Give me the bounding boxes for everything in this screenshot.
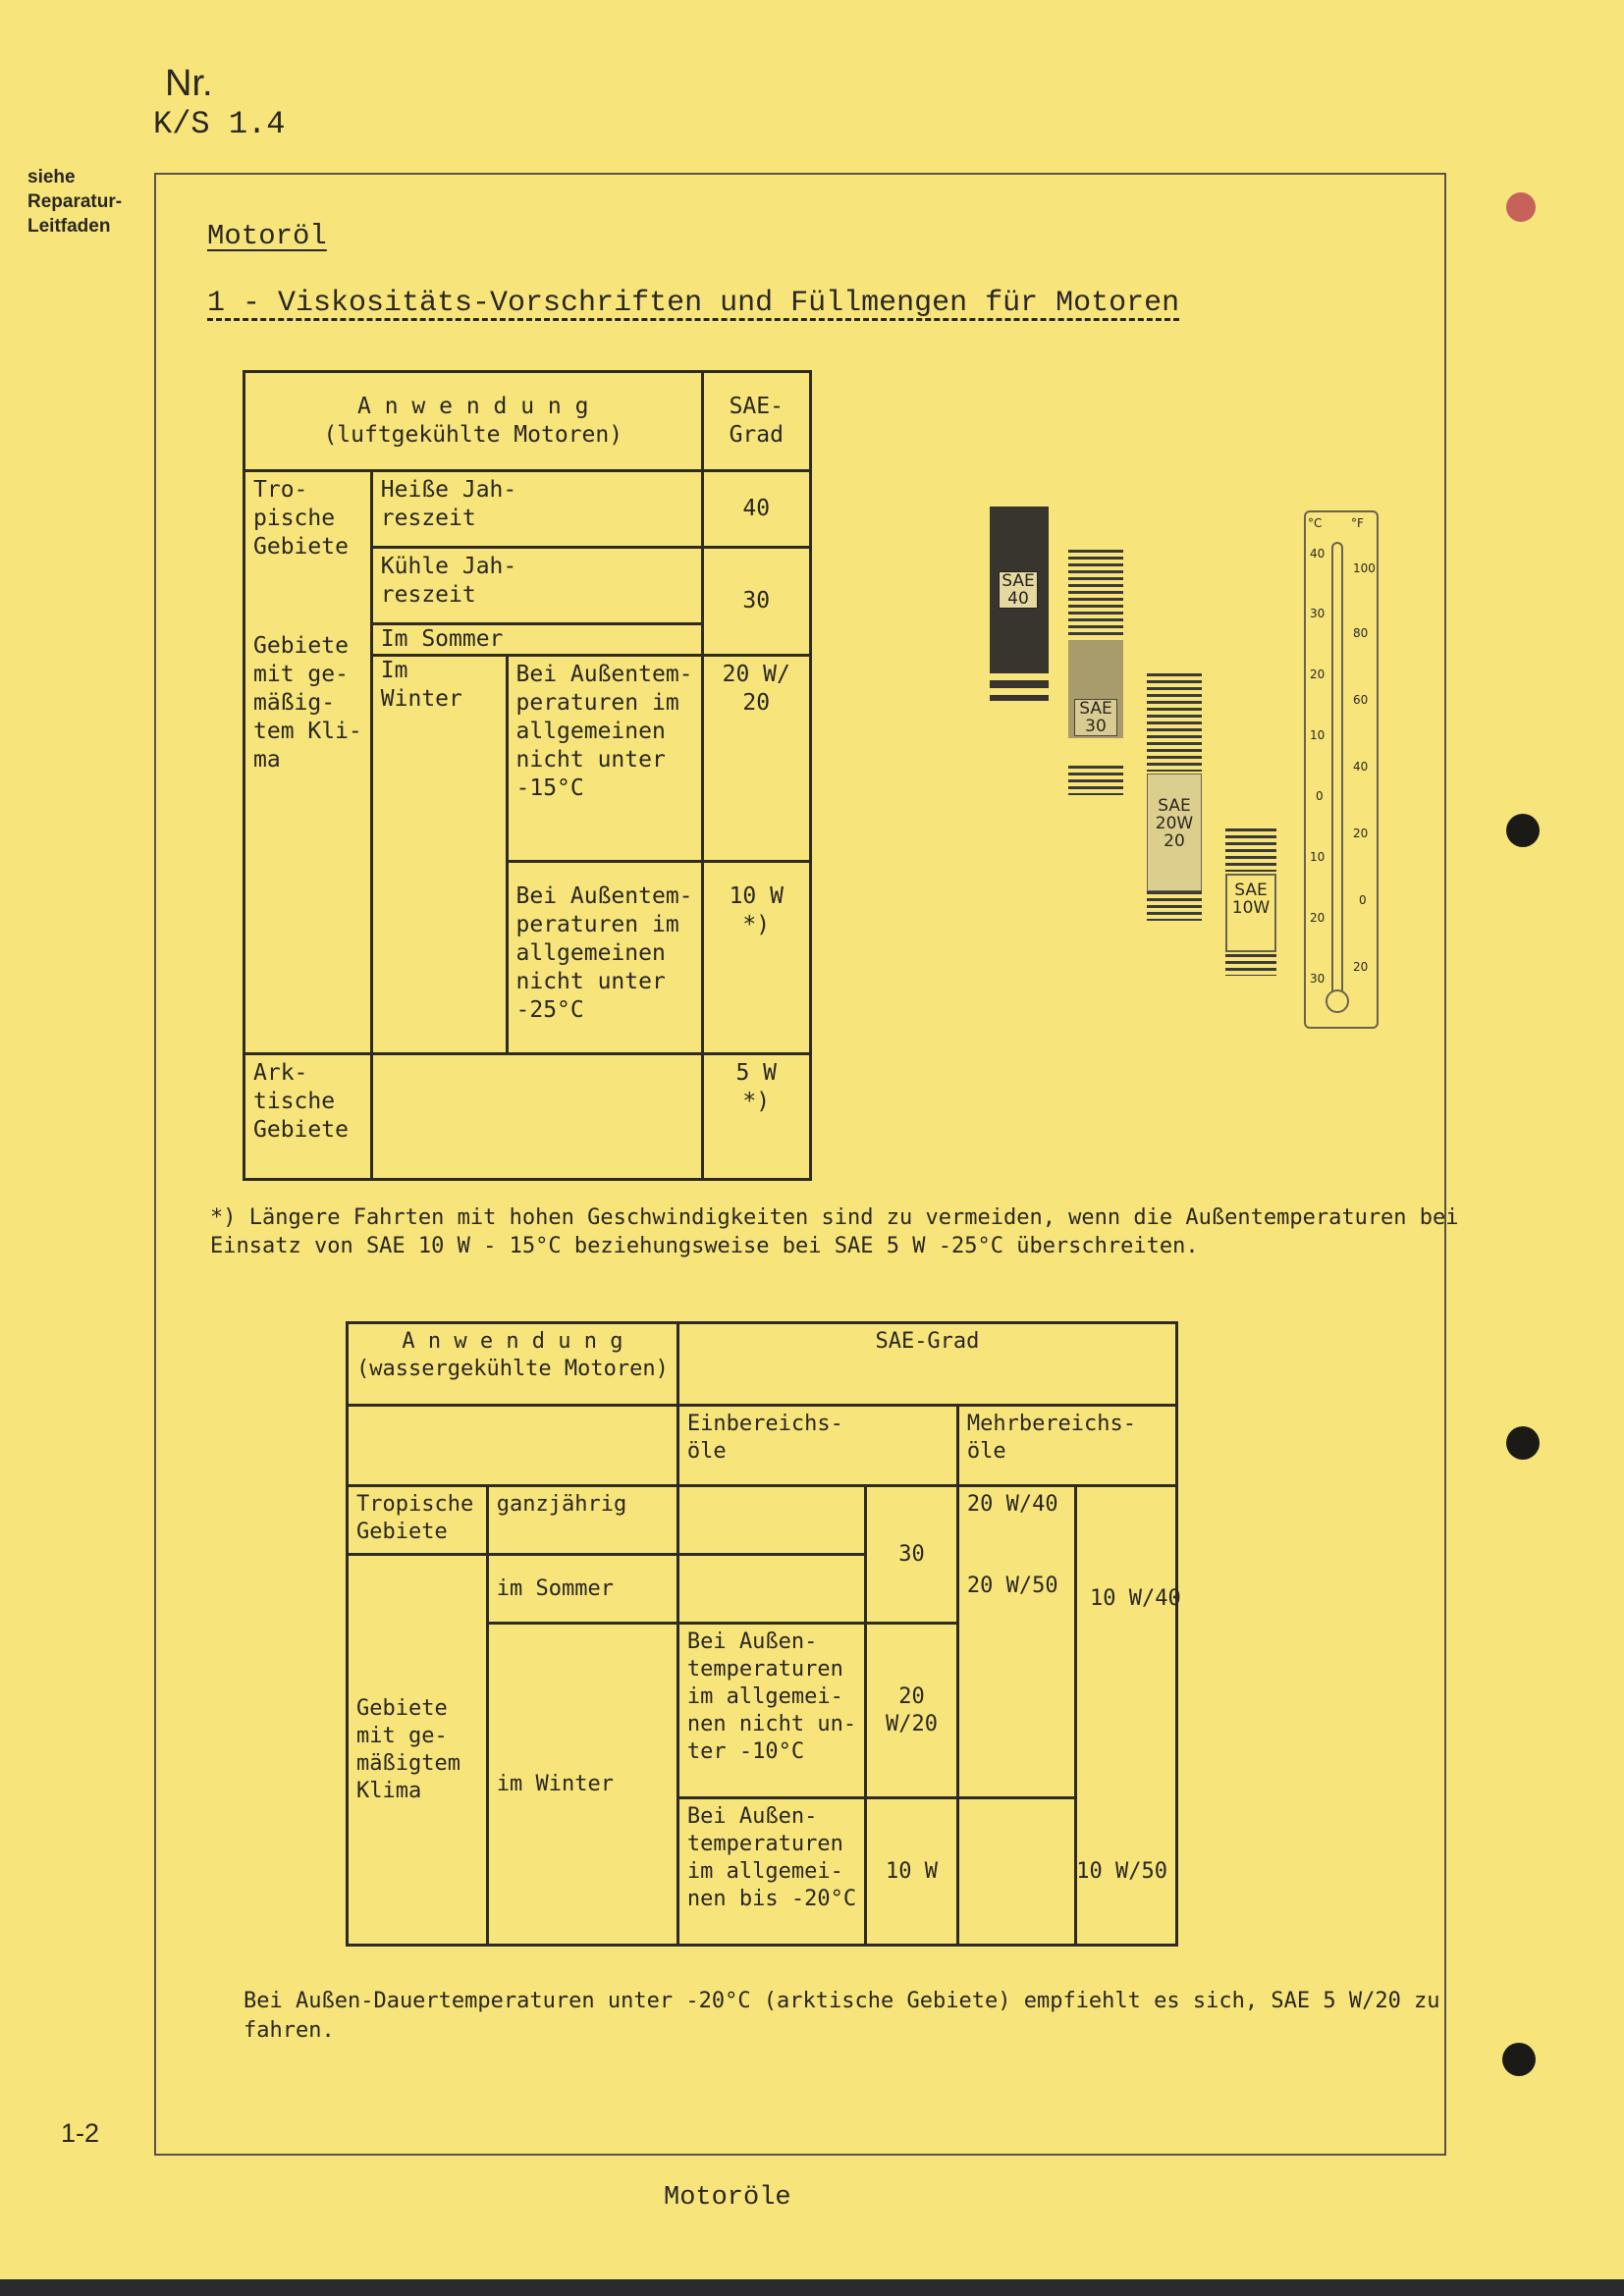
document-number: K/S 1.4	[153, 106, 286, 142]
sae10w-label: SAE 10W	[1231, 881, 1271, 918]
table1-arctic-empty	[371, 1054, 702, 1180]
thermo-c-tick: 0	[1316, 789, 1324, 803]
table1-val-20w20: 20 W/ 20	[702, 656, 810, 862]
table2-val-30: 30	[866, 1486, 958, 1624]
table2-year-round: ganzjährig	[487, 1486, 677, 1555]
table2-val-20w20: 20 W/20	[866, 1624, 958, 1798]
table1-hot-value: 40	[702, 471, 810, 548]
table1-arctic-label: Ark- tische Gebiete	[244, 1054, 372, 1180]
table1-cond-25: Bei Außentem- peraturen im allgemeinen nicht unter -25°C	[507, 862, 702, 1054]
sae20w20-top-stripes	[1147, 673, 1202, 772]
punch-hole-icon	[1506, 1426, 1540, 1460]
sae40-bar-stripe	[990, 680, 1049, 688]
table1-winter: Im Winter	[371, 656, 507, 1054]
table1-tropical-label: Tro- pische Gebiete	[244, 471, 372, 624]
thermo-c-label: °C	[1308, 516, 1323, 530]
section-heading: 1 - Viskositäts-Vorschriften und Füllmengen für Motoren	[207, 287, 1180, 320]
table1-temperate-label: Gebiete mit ge- mäßig- tem Kli- ma	[244, 624, 372, 1054]
sae30-label: SAE 30	[1074, 699, 1117, 736]
footer-title: Motoröle	[664, 2183, 791, 2213]
table2-single-grade: Einbereichs- öle	[677, 1406, 957, 1486]
thermo-f-tick: 80	[1353, 626, 1369, 640]
table2-val-20w40: 20 W/40	[957, 1486, 1075, 1555]
table2-empty-a	[677, 1486, 865, 1555]
table2-multi-grade: Mehrbereichs- öle	[957, 1406, 1176, 1486]
table2-empty-c	[677, 1555, 865, 1624]
thermo-c-tick: 20	[1310, 911, 1326, 925]
table1-cool-value: 30	[702, 548, 810, 656]
table2-cond-20: Bei Außen- temperaturen im allgemei- nen bis -20°C	[677, 1798, 865, 1946]
footnote: *) Längere Fahrten mit hohen Geschwindigkeiten sind zu vermeiden, wenn die Außentemperaturen bei Einsatz von SAE 10 W - 15°C beziehungsweise bei SAE 5 W -25°C überschreiten.	[210, 1205, 1459, 1258]
thermo-c-tick: 30	[1310, 972, 1326, 986]
table1-cool-season: Kühle Jah- reszeit	[371, 548, 702, 624]
thermo-c-tick: 10	[1310, 728, 1326, 742]
sidebar-note: siehe Reparatur- Leitfaden	[27, 167, 123, 237]
thermo-c-tick: 20	[1310, 667, 1326, 681]
table2-val-10w50: 10 W/50	[957, 1798, 1176, 1946]
thermo-c-tick: 10	[1310, 850, 1326, 864]
air-cooled-table	[243, 370, 812, 1181]
sae20w20-label: SAE 20W 20	[1155, 796, 1194, 851]
table2-val-10w: 10 W	[866, 1798, 958, 1946]
page-number: 1-2	[61, 2118, 100, 2148]
table1-val-10w: 10 W *)	[702, 862, 810, 1054]
nr-label: Nr.	[165, 63, 213, 104]
table2-val-20w50: 20 W/50	[957, 1555, 1075, 1798]
thermo-f-tick: 0	[1359, 893, 1367, 907]
table2-val-10w40: 10 W/40	[1090, 1586, 1181, 1611]
thermo-c-tick: 30	[1310, 607, 1326, 620]
table2-header-application: A n w e n d u n g (wassergekühlte Motoren)	[348, 1323, 678, 1406]
thermo-f-tick: 40	[1353, 760, 1369, 774]
scan-bottom-edge	[0, 2279, 1624, 2296]
sae30-bottom-stripes	[1068, 766, 1123, 795]
thermo-f-tick: 100	[1353, 561, 1376, 575]
table2-summer: im Sommer	[487, 1555, 677, 1624]
punch-hole-icon	[1506, 192, 1536, 222]
thermo-f-tick: 20	[1353, 827, 1369, 840]
sae30-top-stripes	[1068, 550, 1123, 638]
table1-header-application: A n w e n d u n g (luftgekühlte Motoren)	[244, 372, 703, 471]
table2-winter: im Winter	[487, 1624, 677, 1946]
table1-summer: Im Sommer	[371, 624, 702, 656]
thermometer-tube	[1331, 542, 1343, 1003]
sae10w-bottom-stripes	[1225, 954, 1276, 976]
thermo-c-tick: 40	[1310, 547, 1326, 561]
thermometer-bulb	[1326, 989, 1349, 1013]
table2-cond-10: Bei Außen- temperaturen im allgemei- nen nicht un- ter -10°C	[677, 1624, 865, 1798]
thermo-f-tick: 20	[1353, 960, 1369, 974]
thermo-f-label: °F	[1351, 516, 1364, 530]
table2-subheader-empty	[348, 1406, 678, 1486]
water-cooled-table	[346, 1321, 1178, 1947]
sae20w20-bottom-stripes	[1147, 891, 1202, 921]
sae-viscosity-chart	[972, 491, 1384, 1041]
sae10w-top-stripes	[1225, 828, 1276, 872]
table1-cond-15: Bei Außentem- peraturen im allgemeinen nicht unter -15°C	[507, 656, 702, 862]
sae40-label: SAE 40	[999, 571, 1038, 609]
table2-tropical: Tropische Gebiete	[348, 1486, 488, 1555]
table1-hot-season: Heiße Jah- reszeit	[371, 471, 702, 548]
sae40-bar-stripe	[990, 695, 1049, 701]
thermo-f-tick: 60	[1353, 693, 1369, 707]
recommendation-text: Bei Außen-Dauertemperaturen unter -20°C (arktische Gebiete) empfiehlt es sich, SAE 5 W/20 zu fahren.	[244, 1989, 1440, 2043]
table2-temperate: Gebiete mit ge- mäßigtem Klima	[348, 1555, 488, 1946]
page-title: Motoröl	[207, 220, 327, 252]
punch-hole-icon	[1502, 2043, 1536, 2076]
table1-val-5w: 5 W *)	[702, 1054, 810, 1180]
table1-header-sae: SAE- Grad	[702, 372, 810, 471]
table2-header-sae: SAE-Grad	[677, 1323, 1176, 1406]
punch-hole-icon	[1506, 814, 1540, 847]
